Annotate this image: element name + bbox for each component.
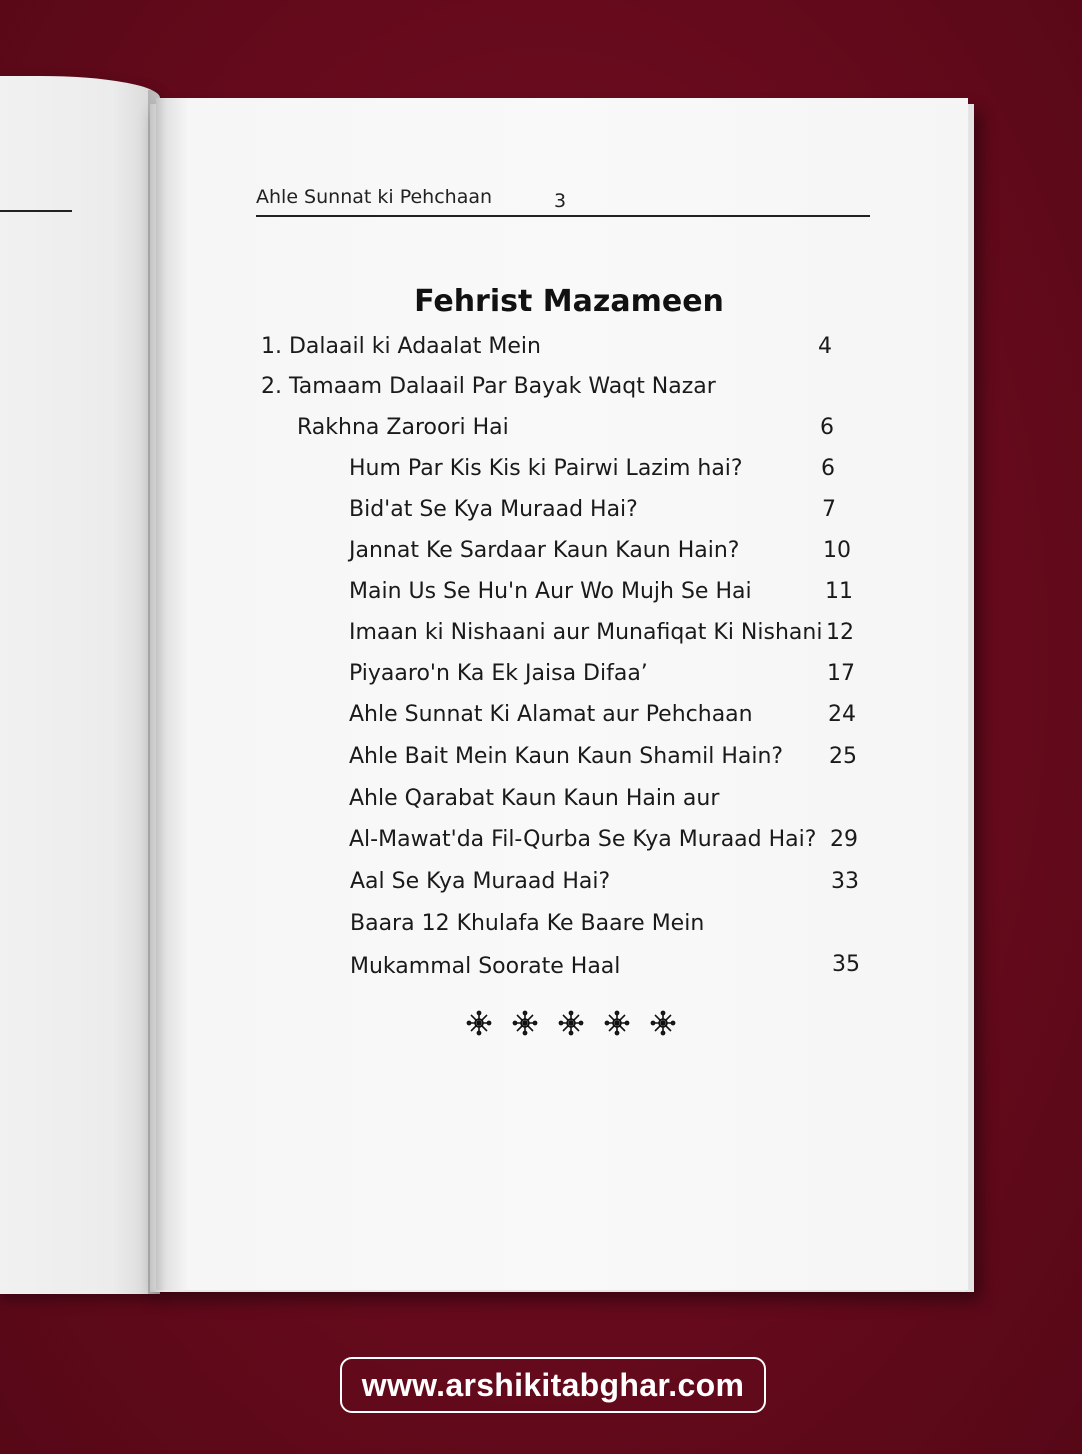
toc-heading: Fehrist Mazameen <box>414 284 724 319</box>
floral-star-icon <box>558 1010 584 1036</box>
left-page-rule <box>0 210 72 212</box>
floral-star-icon <box>466 1010 492 1036</box>
toc-entry-page: 11 <box>825 579 853 604</box>
toc-entry-text: Ahle Bait Mein Kaun Kaun Shamil Hain? <box>349 744 784 769</box>
toc-entry-page: 6 <box>820 415 834 440</box>
floral-star-icon <box>512 1010 538 1036</box>
toc-entry-page: 4 <box>818 334 832 359</box>
toc-entry-page: 25 <box>829 744 857 769</box>
toc-entry-page: 7 <box>822 497 836 522</box>
toc-entry-page: 24 <box>828 702 856 727</box>
toc-entry-page: 12 <box>826 620 854 645</box>
toc-entry-text: Main Us Se Hu'n Aur Wo Mujh Se Hai <box>349 579 752 604</box>
floral-star-icon <box>604 1010 630 1036</box>
floral-star-icon <box>650 1010 676 1036</box>
right-page <box>156 98 968 1290</box>
toc-entry-page: 29 <box>830 827 858 852</box>
website-url-banner[interactable]: www.arshikitabghar.com <box>340 1357 766 1413</box>
toc-entry-text: 1. Dalaail ki Adaalat Mein <box>261 334 541 359</box>
spine-shadow <box>148 90 166 1294</box>
toc-entry-text: Hum Par Kis Kis ki Pairwi Lazim hai? <box>349 456 743 481</box>
toc-entry-text: Jannat Ke Sardaar Kaun Kaun Hain? <box>349 538 740 563</box>
toc-entry-text: 2. Tamaam Dalaail Par Bayak Waqt Nazar <box>261 374 716 399</box>
ornament-row <box>466 1010 676 1036</box>
toc-entry-text: Al-Mawat'da Fil-Qurba Se Kya Muraad Hai? <box>349 827 817 852</box>
toc-entry-page: 17 <box>827 661 855 686</box>
toc-entry-page: 6 <box>821 456 835 481</box>
toc-entry-text: Ahle Qarabat Kaun Kaun Hain aur <box>349 786 720 811</box>
toc-entry-text: Piyaaro'n Ka Ek Jaisa Difaa’ <box>349 661 648 686</box>
toc-entry-page: 10 <box>823 538 851 563</box>
toc-entry-text: Aal Se Kya Muraad Hai? <box>350 869 611 894</box>
left-page <box>0 76 160 1294</box>
toc-entry-page: 35 <box>832 952 860 977</box>
toc-entry-text: Ahle Sunnat Ki Alamat aur Pehchaan <box>349 702 753 727</box>
toc-entry-page: 33 <box>831 869 859 894</box>
toc-entry-text: Mukammal Soorate Haal <box>350 954 621 979</box>
header-rule <box>256 215 870 217</box>
running-title: Ahle Sunnat ki Pehchaan <box>256 186 493 208</box>
toc-entry-text: Rakhna Zaroori Hai <box>297 415 509 440</box>
toc-entry-text: Baara 12 Khulafa Ke Baare Mein <box>350 911 705 936</box>
toc-entry-text: Imaan ki Nishaani aur Munafiqat Ki Nishani <box>349 620 823 645</box>
page-number: 3 <box>554 190 567 212</box>
toc-entry-text: Bid'at Se Kya Muraad Hai? <box>349 497 638 522</box>
